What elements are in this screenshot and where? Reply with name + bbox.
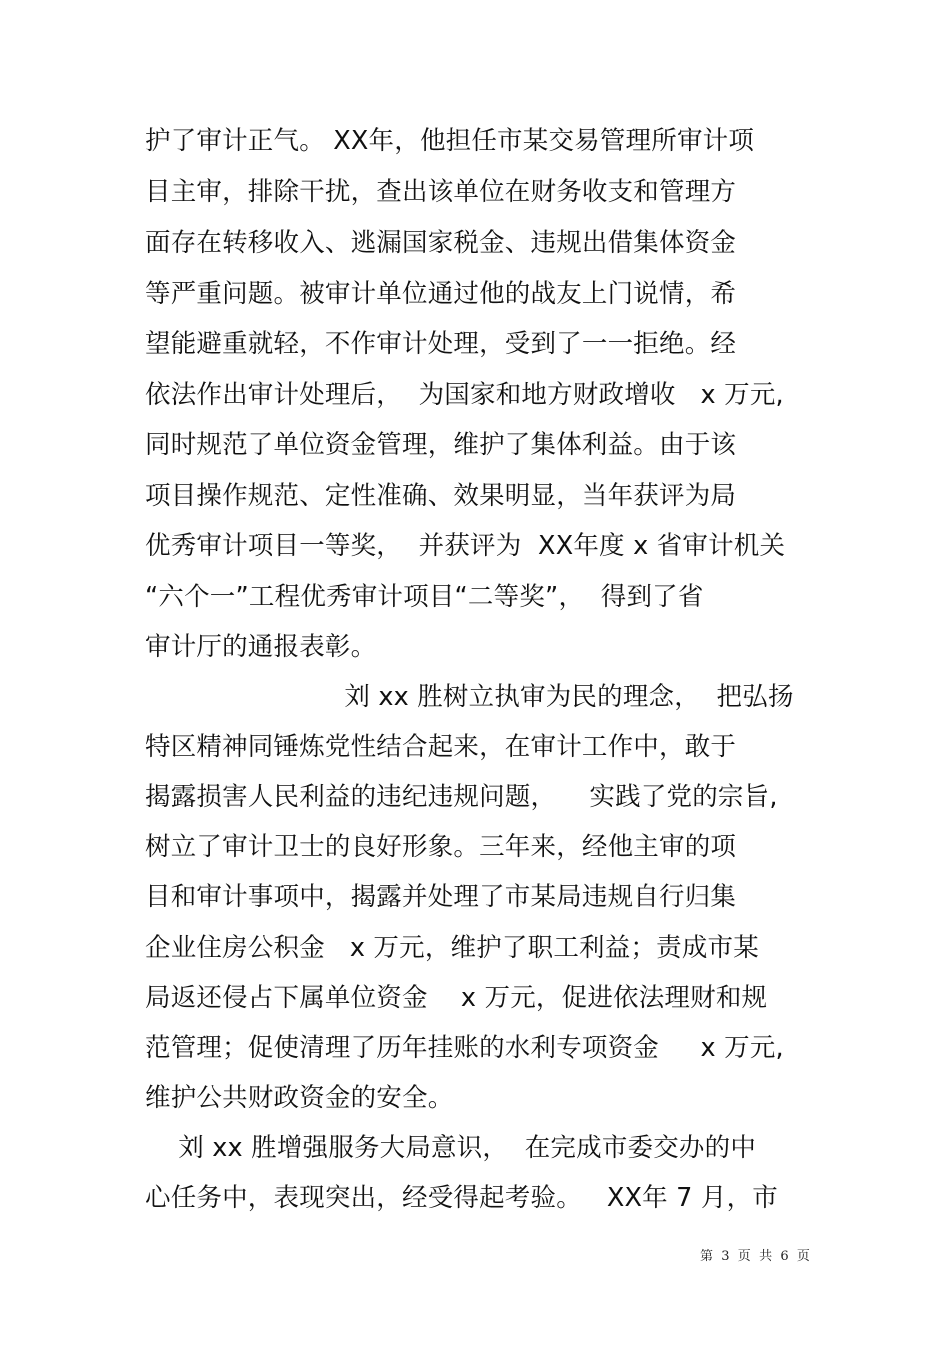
text-line: 审计厅的通报表彰。 <box>145 632 377 662</box>
text-line: 企业住房公积金 x 万元，维护了职工利益；责成市某 <box>145 933 759 963</box>
text-line: 揭露损害人民利益的违纪违规问题， 实践了党的宗旨, <box>145 782 778 812</box>
text-line: 局返还侵占下属单位资金 x 万元，促进依法理财和规 <box>145 983 768 1013</box>
text-line: 面存在转移收入、逃漏国家税金、违规出借集体资金 <box>145 228 737 258</box>
text-line: 依法作出审计处理后， 为国家和地方财政增收 x 万元, <box>145 380 784 410</box>
text-line: 项目操作规范、定性准确、效果明显，当年获评为局 <box>145 481 737 511</box>
text-line: 等严重问题。被审计单位通过他的战友上门说情，希 <box>145 279 737 309</box>
text-line: 树立了审计卫士的良好形象。三年来，经他主审的项 <box>145 832 737 862</box>
text-line: 特区精神同锤炼党性结合起来，在审计工作中，敢于 <box>145 732 737 762</box>
text-line: 目主审，排除干扰，查出该单位在财务收支和管理方 <box>145 177 737 207</box>
text-line: 望能避重就轻，不作审计处理，受到了一一拒绝。经 <box>145 329 737 359</box>
page-number-footer: 第 3 页 共 6 页 <box>700 1249 810 1264</box>
text-line: 范管理；促使清理了历年挂账的水利专项资金 x 万元, <box>145 1033 784 1063</box>
text-line: 心任务中，表现突出，经受得起考验。 XX年 7 月，市 <box>145 1183 778 1213</box>
text-line: 同时规范了单位资金管理，维护了集体利益。由于该 <box>145 430 737 460</box>
text-line: 目和审计事项中，揭露并处理了市某局违规自行归集 <box>145 882 737 912</box>
text-line: 刘 xx 胜增强服务大局意识， 在完成市委交办的中 <box>145 1133 757 1163</box>
text-line: “六个一”工程优秀审计项目“二等奖”， 得到了省 <box>145 582 704 612</box>
text-line: 护了审计正气。 XX年，他担任市某交易管理所审计项 <box>145 126 755 156</box>
text-line: 刘 xx 胜树立执审为民的理念， 把弘扬 <box>145 682 794 712</box>
text-line: 优秀审计项目一等奖， 并获评为 XX年度 x 省审计机关 <box>145 531 786 561</box>
text-line: 维护公共财政资金的安全。 <box>145 1083 454 1113</box>
